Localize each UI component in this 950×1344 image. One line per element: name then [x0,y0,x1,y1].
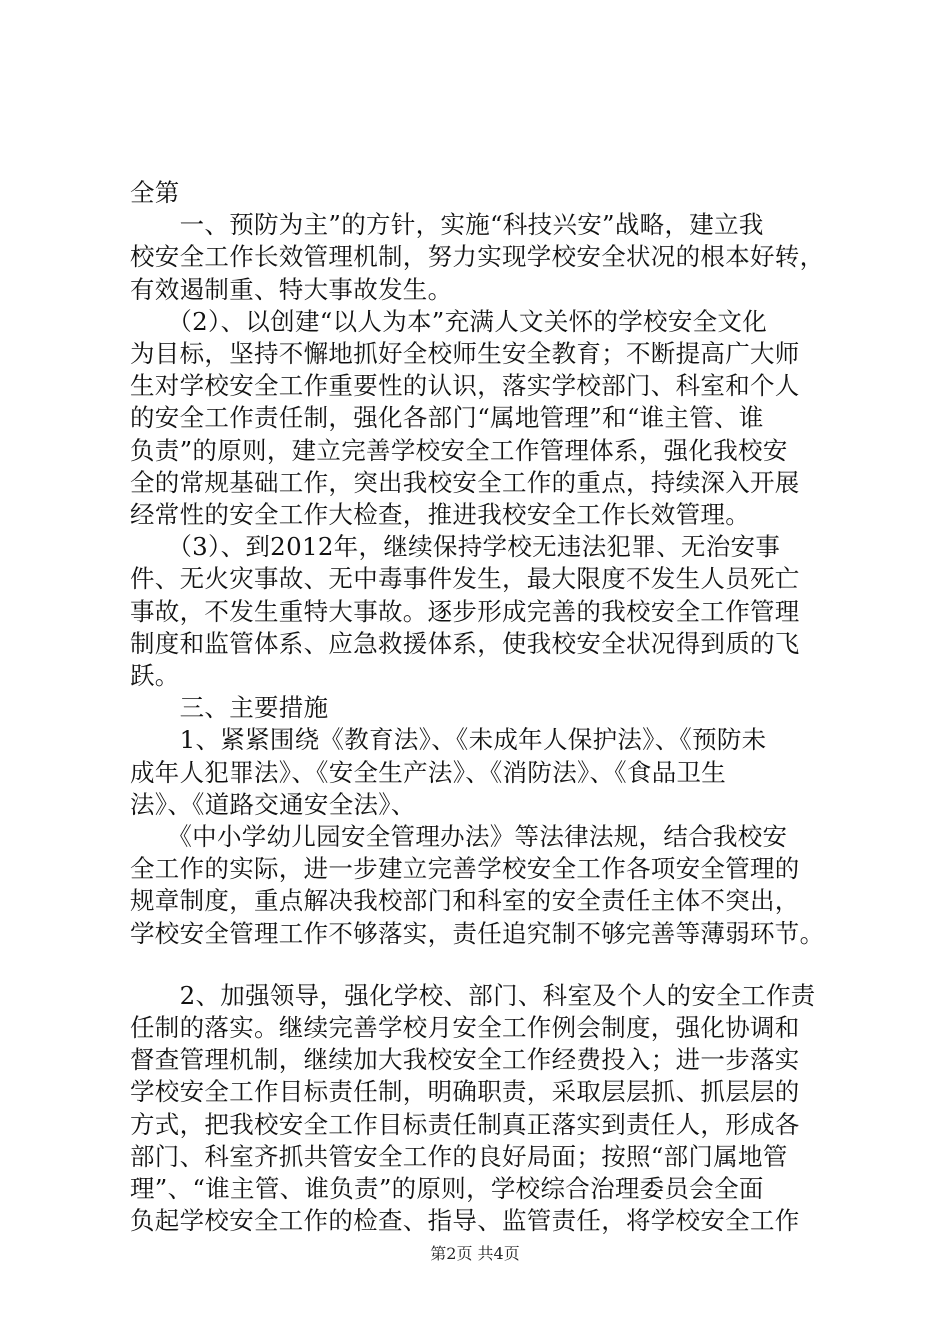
text-line: 一、预防为主”的方针，实施“科技兴安”战略，建立我 [130,210,764,240]
text-line: 为目标，坚持不懈地抓好全校师生安全教育；不断提高广大师 [130,339,800,368]
text-line: 规章制度，重点解决我校部门和科室的安全责任主体不突出， [130,886,800,916]
text-line: 方式，把我校安全工作目标责任制真正落实到责任人，形成各 [130,1109,800,1139]
text-line: 2、加强领导，强化学校、部门、科室及个人的安全工作责 [130,980,816,1010]
text-line: （2）、以创建“以人为本”充满人文关怀的学校安全文化 [130,306,768,336]
text-line: 的安全工作责任制，强化各部门“属地管理”和“谁主管、谁 [130,403,764,433]
text-line: 部门、科室齐抓共管安全工作的良好局面；按照“部门属地管 [130,1141,788,1171]
text-line: 《中小学幼儿园安全管理办法》等法律法规，结合我校安 [130,822,788,851]
text-line: 校安全工作长效管理机制，努力实现学校安全状况的根本好转， [130,242,825,272]
text-line: 制度和监管体系、应急救援体系，使我校安全状况得到质的飞 [130,628,800,658]
text-line: 全工作的实际，进一步建立完善学校安全工作各项安全管理的 [130,854,800,884]
text-line: 学校安全管理工作不够落实，责任追究制不够完善等薄弱环节。 [130,918,825,948]
text-line: 学校安全工作目标责任制，明确职责，采取层层抓、抓层层的 [130,1077,800,1107]
text-line: 全的常规基础工作，突出我校安全工作的重点，持续深入开展 [130,467,800,497]
text-line: 负责”的原则，建立完善学校安全工作管理体系，强化我校安 [130,435,788,465]
text-line: 经常性的安全工作大检查，推进我校安全工作长效管理。 [130,500,750,529]
page-footer: 第2页 共4页 [430,1244,520,1263]
text-line: 法》、《道路交通安全法》、 [130,789,416,819]
text-line: 生对学校安全工作重要性的认识，落实学校部门、科室和个人 [130,371,800,401]
text-line: 1、紧紧围绕《教育法》、《未成年人保护法》、《预防未 [130,725,767,755]
text-line: 任制的落实。继续完善学校月安全工作例会制度，强化协调和 [130,1013,800,1042]
text-line: 跃。 [130,661,180,690]
text-line: （3）、到2012年，继续保持学校无违法犯罪、无治安事 [130,532,781,562]
text-line: 件、无火灾事故、无中毒事件发生，最大限度不发生人员死亡 [130,564,800,594]
text-line: 全第 [130,178,180,207]
text-line: 成年人犯罪法》、《安全生产法》、《消防法》、《食品卫生 [130,757,727,787]
text-line: 理”、“谁主管、谁负责”的原则，学校综合治理委员会全面 [130,1174,764,1203]
text-line: 有效遏制重、特大事故发生。 [130,274,453,304]
text-line: 三、主要措施 [130,693,329,723]
text-line: 负起学校安全工作的检查、指导、监管责任，将学校安全工作 [130,1206,800,1236]
text-line: 督查管理机制，继续加大我校安全工作经费投入；进一步落实 [130,1045,800,1075]
text-line: 事故，不发生重特大事故。逐步形成完善的我校安全工作管理 [130,596,800,626]
